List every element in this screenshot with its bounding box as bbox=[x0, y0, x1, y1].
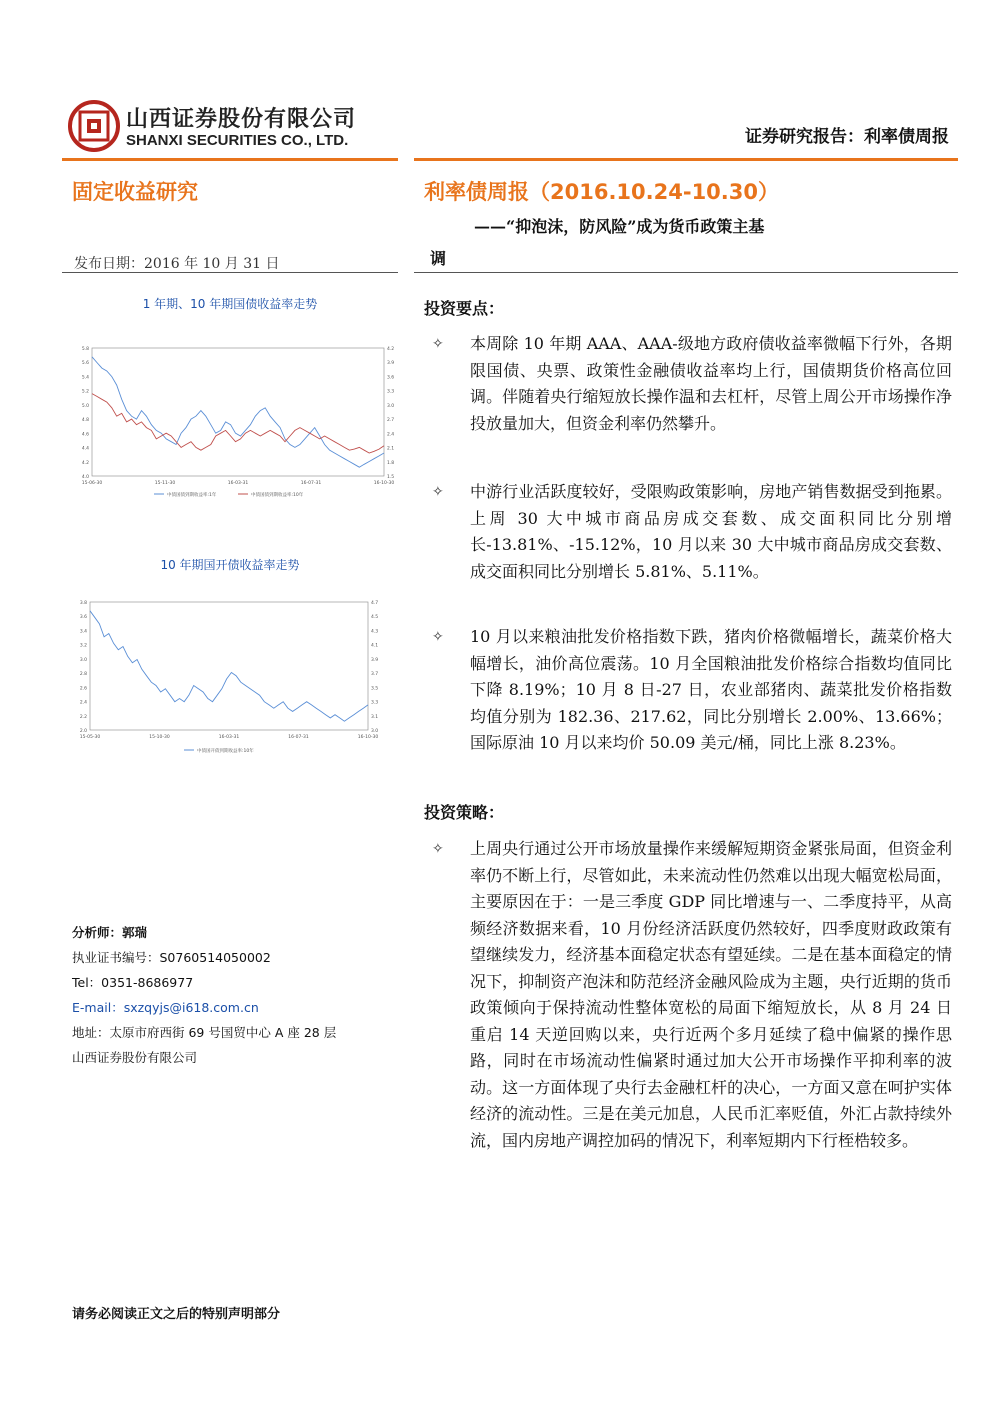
point-bullet-1 bbox=[432, 331, 952, 437]
x-tick-label: 16-10-30 bbox=[357, 735, 379, 740]
y-right-tick-label: 3.6 bbox=[387, 375, 395, 381]
y-right-tick-label: 3.0 bbox=[387, 403, 395, 409]
y-right-tick-label: 3.3 bbox=[387, 389, 395, 395]
y-left-tick-label: 4.2 bbox=[81, 460, 89, 466]
analyst-tel: Tel：0351-8686977 bbox=[72, 975, 194, 990]
y-right-tick-label: 4.1 bbox=[371, 643, 379, 649]
y-left-tick-label: 2.4 bbox=[79, 700, 87, 706]
point-text-3: 10 月以来粮油批发价格指数下跌，猪肉价格微幅增长，蔬菜价格大幅增长，油价高位震荡。10 月全国粮油批发价格综合指数均值同比下降 8.19%；10 月 8 日-27 日，农业部猪肉、蔬菜批发价格指数均值分别为 182.36、217.62，同比分别增长 2.00%、13.66%；国际原油 10 月以来均价 50.09 美元/桶，同比上涨 8.23%。 bbox=[470, 627, 952, 752]
x-tick-label: 16-07-31 bbox=[288, 735, 309, 740]
y-left-tick-label: 2.8 bbox=[79, 672, 87, 678]
strategy-text-1: 上周央行通过公开市场放量操作来缓解短期资金紧张局面，但资金利率仍不断上行，尽管如此，未来流动性仍然难以出现大幅宽松局面，主要原因在于：一是三季度 GDP 同比增速与一、二季度持平，从高频经济数据来看，10 月份经济活跃度仍然较好，四季度财政政策有望继续发力，经济基本面稳定状态有望延续。二是在基本面稳定的情况下，抑制资产泡沫和防范经济金融风险成为主题，央行近期的货币政策倾向于保持流动性整体宽松的局面下缩短放长，从 8 月 24 日重启 14 天逆回购以来，央行近两个多月延续了稳中偏紧的操作思路，同时在市场流动性偏紧时通过加大公开市场操作平抑利率的波动。这一方面体现了央行去金融杠杆的决心，一方面又意在呵护实体经济的流动性。三是在美元加息，人民币汇率贬值，外汇占款持续外流，国内房地产调控加码的情况下，利率短期内下行桎梏较多。 bbox=[470, 839, 952, 1150]
y-right-tick-label: 3.9 bbox=[371, 657, 379, 663]
diamond-bullet-icon: ✧ bbox=[432, 841, 444, 857]
analyst-address: 地址：太原市府西街 69 号国贸中心 A 座 28 层 bbox=[72, 1025, 337, 1040]
y-left-tick-label: 2.2 bbox=[79, 714, 87, 720]
legend-label: 中债国债到期收益率:10年 bbox=[251, 493, 304, 498]
strategy-bullet-1 bbox=[432, 836, 952, 1154]
legend-label: 中债国开债到期收益率:10年 bbox=[197, 749, 254, 754]
y-left-tick-label: 4.6 bbox=[81, 432, 89, 438]
series-line-1 bbox=[92, 357, 384, 467]
point-bullet-3 bbox=[432, 624, 952, 757]
point-text-1: 本周除 10 年期 AAA、AAA-级地方政府债收益率微幅下行外，各期限国债、央票、政策性金融债收益率均上行，国债期货价格高位回调。伴随着央行缩短放长操作温和去杠杆，尽管上周公开市场操作净投放量加大，但资金利率仍然攀升。 bbox=[470, 334, 952, 433]
report-title: 利率债周报（2016.10.24-10.30） bbox=[424, 180, 779, 204]
y-right-tick-label: 2.4 bbox=[387, 432, 395, 438]
y-right-tick-label: 1.5 bbox=[387, 475, 395, 480]
y-right-tick-label: 2.7 bbox=[387, 418, 395, 424]
y-right-tick-label: 3.9 bbox=[387, 361, 395, 367]
plot-frame bbox=[90, 602, 368, 730]
y-right-tick-label: 4.5 bbox=[371, 615, 379, 621]
x-tick-label: 15-06-30 bbox=[81, 481, 103, 486]
y-left-tick-label: 3.8 bbox=[79, 601, 87, 606]
y-left-tick-label: 4.8 bbox=[81, 418, 89, 424]
section-title: 固定收益研究 bbox=[72, 180, 198, 204]
analyst-info bbox=[72, 920, 336, 1070]
analyst-email[interactable]: E-mail：sxzqyjs@i618.com.cn bbox=[72, 1000, 259, 1015]
y-left-tick-label: 5.6 bbox=[81, 361, 89, 367]
legend-label: 中债国债到期收益率:1年 bbox=[167, 493, 217, 498]
date-rule-left bbox=[62, 272, 398, 273]
analyst-company: 山西证券股份有限公司 bbox=[72, 1050, 198, 1065]
diamond-bullet-icon: ✧ bbox=[432, 336, 444, 352]
y-left-tick-label: 5.8 bbox=[81, 347, 89, 352]
y-right-tick-label: 3.7 bbox=[371, 672, 379, 678]
chart1-treasury-yields bbox=[70, 338, 400, 508]
point-text-2: 中游行业活跃度较好，受限购政策影响，房地产销售数据受到拖累。上周 30 大中城市商品房成交套数、成交面积同比分别增长-13.81%、-15.12%，10 月以来 30 大中城市商品房成交套数、成交面积同比分别增长 5.81%、5.11%。 bbox=[470, 482, 952, 581]
y-right-tick-label: 3.0 bbox=[371, 729, 379, 734]
y-left-tick-label: 5.4 bbox=[81, 375, 89, 381]
header-rule-left bbox=[62, 158, 398, 161]
series-line-2 bbox=[92, 394, 384, 453]
y-right-tick-label: 1.8 bbox=[387, 460, 395, 466]
y-left-tick-label: 3.2 bbox=[79, 643, 87, 649]
y-left-tick-label: 5.2 bbox=[81, 389, 89, 395]
point-bullet-2 bbox=[432, 479, 952, 585]
series-line-1 bbox=[90, 611, 368, 721]
diamond-bullet-icon: ✧ bbox=[432, 484, 444, 500]
x-tick-label: 15-05-30 bbox=[79, 735, 101, 740]
y-right-tick-label: 4.3 bbox=[371, 629, 379, 635]
y-right-tick-label: 4.2 bbox=[387, 347, 395, 352]
x-tick-label: 16-10-30 bbox=[373, 481, 395, 486]
publish-date: 发布日期：2016 年 10 月 31 日 bbox=[74, 256, 280, 272]
y-left-tick-label: 5.0 bbox=[81, 403, 89, 409]
report-subtitle: ——“抑泡沫，防风险”成为货币政策主基 bbox=[474, 217, 765, 236]
chart1-title: 1 年期、10 年期国债收益率走势 bbox=[142, 297, 318, 311]
y-left-tick-label: 2.0 bbox=[79, 729, 87, 734]
y-left-tick-label: 3.0 bbox=[79, 657, 87, 663]
investment-strategy-heading: 投资策略： bbox=[424, 803, 505, 822]
y-left-tick-label: 4.4 bbox=[81, 446, 89, 452]
company-logo bbox=[68, 100, 120, 152]
y-left-tick-label: 4.0 bbox=[81, 475, 89, 480]
y-left-tick-label: 3.6 bbox=[79, 615, 87, 621]
y-left-tick-label: 2.6 bbox=[79, 686, 87, 692]
y-left-tick-label: 3.4 bbox=[79, 629, 87, 635]
report-subtitle-cont: 调 bbox=[430, 249, 447, 268]
x-tick-label: 16-03-31 bbox=[218, 735, 240, 740]
x-tick-label: 16-07-31 bbox=[300, 481, 322, 486]
disclaimer-footer: 请务必阅读正文之后的特别声明部分 bbox=[72, 1307, 281, 1322]
x-tick-label: 15-11-30 bbox=[154, 481, 176, 486]
investment-points-heading: 投资要点： bbox=[424, 299, 505, 318]
report-type: 证券研究报告：利率债周报 bbox=[745, 127, 949, 147]
company-name-en: SHANXI SECURITIES CO., LTD. bbox=[126, 132, 349, 149]
y-right-tick-label: 3.3 bbox=[371, 700, 379, 706]
x-tick-label: 15-10-30 bbox=[149, 735, 170, 740]
header-rule-right bbox=[414, 158, 958, 161]
chart2-title: 10 年期国开债收益率走势 bbox=[160, 558, 300, 572]
analyst-cert: 执业证书编号：S0760514050002 bbox=[72, 950, 271, 965]
y-right-tick-label: 4.7 bbox=[371, 601, 379, 606]
chart2-cdb-yield bbox=[70, 596, 390, 766]
y-right-tick-label: 2.1 bbox=[387, 446, 395, 452]
analyst-name: 分析师：郭瑞 bbox=[72, 925, 148, 940]
x-tick-label: 16-03-31 bbox=[227, 481, 249, 486]
date-rule-right bbox=[414, 272, 958, 273]
y-right-tick-label: 3.1 bbox=[371, 714, 379, 720]
company-name-cn: 山西证券股份有限公司 bbox=[126, 107, 357, 132]
diamond-bullet-icon: ✧ bbox=[432, 629, 444, 645]
y-right-tick-label: 3.5 bbox=[371, 686, 379, 692]
